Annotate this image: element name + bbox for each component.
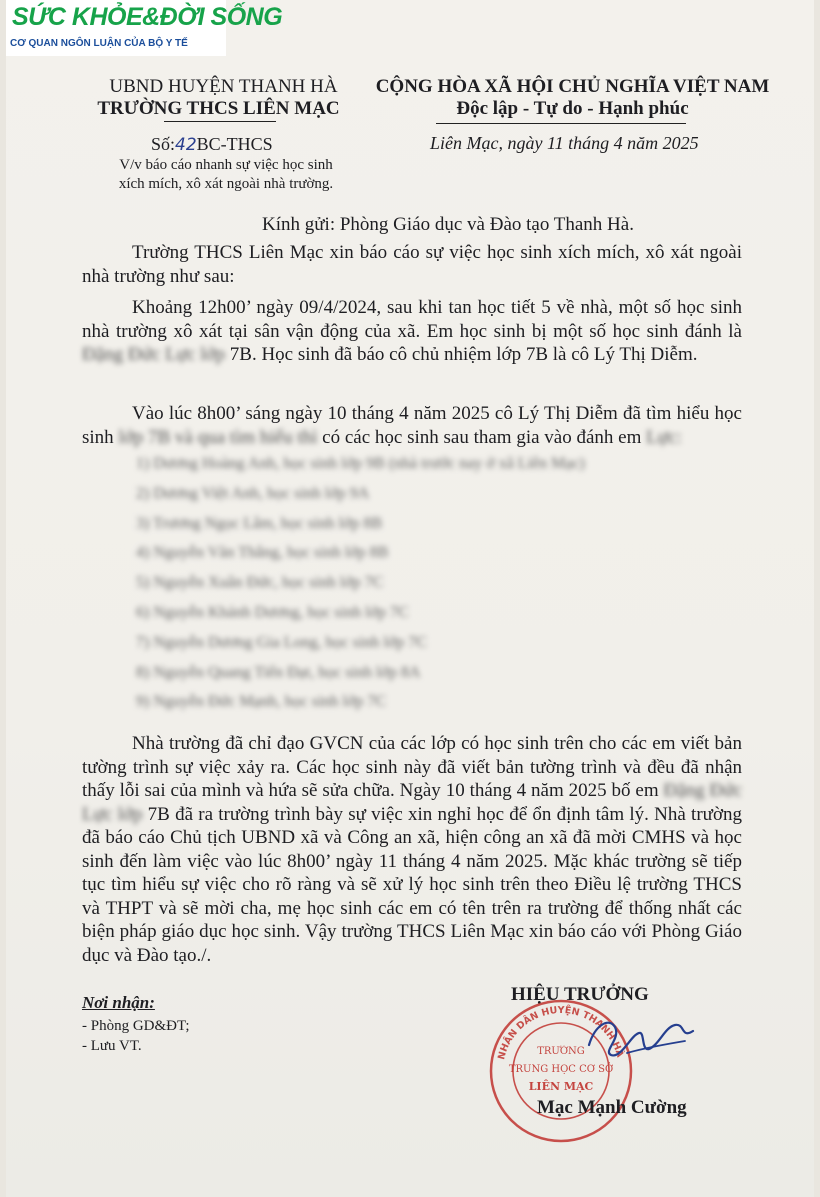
document-number xyxy=(151,134,273,155)
date-line: Liên Mạc, ngày 11 tháng 4 năm 2025 xyxy=(430,133,699,153)
svg-text:TRƯỜNG: TRƯỜNG xyxy=(537,1046,585,1057)
list-item: 5) Nguyễn Xuân Đức, học sinh lớp 7C xyxy=(136,574,384,592)
p1-text xyxy=(82,296,742,367)
recipient-item: - Phòng GD&ĐT; xyxy=(82,1018,190,1034)
subject-line-2: xích mích, xô xát ngoài nhà trường. xyxy=(118,176,334,192)
svg-text:TRUNG HỌC CƠ SỞ: TRUNG HỌC CƠ SỞ xyxy=(508,1064,614,1075)
logo-brand: SỨC KHỎE&ĐỜI SỐNG xyxy=(12,3,283,31)
document-page xyxy=(6,0,814,1197)
p2-part-b: có các học sinh sau tham gia vào đánh em xyxy=(322,426,642,448)
org-school: TRƯỜNG THCS LIÊN MẠC xyxy=(97,98,340,119)
recipients-title: Nơi nhận: xyxy=(82,993,155,1012)
watermark-logo xyxy=(6,0,283,56)
list-item: 2) Dương Việt Anh, học sinh lớp 9A xyxy=(136,484,370,502)
doc-number-prefix: Số: xyxy=(151,134,176,154)
p1-part-b: 7B. Học sinh đã báo cô chủ nhiệm lớp 7B là cô Lý Thị Diễm. xyxy=(229,344,698,365)
list-item: 3) Trương Ngọc Lâm, học sinh lớp 8B xyxy=(136,514,383,532)
svg-text:NHÂN DÂN HUYỆN THANH HÀ: NHÂN DÂN HUYỆN THANH HÀ xyxy=(496,1004,626,1061)
list-item: 8) Nguyễn Quang Tiến Đạt, học sinh lớp 8A xyxy=(136,663,421,681)
national-motto: Độc lập - Tự do - Hạnh phúc xyxy=(456,98,689,119)
org-underline xyxy=(164,121,276,122)
national-title: CỘNG HÒA XÃ HỘI CHỦ NGHĨA VIỆT NAM xyxy=(375,76,770,97)
logo-tagline: CƠ QUAN NGÔN LUẬN CỦA BỘ Y TẾ xyxy=(10,38,188,49)
p3-text xyxy=(82,732,742,967)
intro-text: Trường THCS Liên Mạc xin báo cáo sự việc học sinh xích mích, xô xát ngoài nhà trường như sau: xyxy=(82,242,742,287)
p2-redacted: lớp 7B và qua tìm hiểu thì xyxy=(118,426,318,448)
doc-number-suffix: BC-THCS xyxy=(196,134,273,154)
paragraph-3 xyxy=(82,732,742,967)
list-item: 1) Dương Hoàng Anh, học sinh lớp 9B (nhà trước nay ở xã Liên Mạc) xyxy=(136,455,585,472)
list-item: 7) Nguyễn Dương Gia Long, học sinh lớp 7C xyxy=(136,633,427,651)
doc-number-handwritten: 42 xyxy=(175,135,197,155)
p2-redacted-name: Lực: xyxy=(646,426,682,448)
paragraph-2 xyxy=(82,402,742,449)
signer-title: HIỆU TRƯỞNG xyxy=(511,984,649,1005)
p3-part-b: 7B đã ra trường trình bày sự việc xin nghỉ học để ổn định tâm lý. Nhà trường đã báo cáo Chủ tịch UBND xã và Công an xã, hiện công an xã đã mời CMHS và học sinh đến làm việc vào lúc 8h00’ ngày 11 tháng 4 năm 2025. Mặc khác trường sẽ tiếp tục tìm hiểu sự việc cho rõ ràng và sẽ xử lý học sinh trên theo Điều lệ trường THCS và THPT và sẽ mời cha, mẹ học sinh các em có tên trên ra trường để thống nhất các biện pháp giáo dục học sinh. Vậy trường THCS Liên Mạc xin báo cáo với Phòng Giáo dục và Đào tạo./. xyxy=(82,803,742,966)
paragraph-1 xyxy=(82,296,742,367)
student-list xyxy=(136,455,736,723)
motto-underline xyxy=(436,123,686,124)
list-item: 6) Nguyễn Khánh Dương, học sinh lớp 7C xyxy=(136,603,409,621)
p1-part-a: Khoảng 12h00’ ngày 09/4/2024, sau khi tan học tiết 5 về nhà, một số học sinh nhà trường xô xát tại sân vận động của xã. Em học sinh bị một số học sinh đánh là xyxy=(82,297,742,342)
signer-name: Mạc Mạnh Cường xyxy=(537,1097,687,1118)
paragraph-intro xyxy=(82,241,742,288)
salutation: Kính gửi: Phòng Giáo dục và Đào tạo Thanh Hà. xyxy=(262,214,634,235)
list-item: 4) Nguyễn Văn Thắng, học sinh lớp 8B xyxy=(136,544,389,562)
p1-redacted: Đặng Đức Lực lớp xyxy=(82,344,226,365)
p2-part-a: Vào lúc 8h00’ sáng ngày 10 tháng 4 năm 2025 cô Lý Thị Diễm đã tìm hiểu học sinh xyxy=(82,403,742,448)
handwritten-signature xyxy=(581,1005,701,1075)
svg-text:LIÊN MẠC: LIÊN MẠC xyxy=(528,1080,594,1093)
recipient-item: - Lưu VT. xyxy=(82,1038,142,1054)
p3-part-a: Nhà trường đã chỉ đạo GVCN của các lớp có học sinh trên cho các em viết bản tường trình sự việc xảy ra. Các học sinh này đã viết bản tường trình và đều đã nhận thấy lỗi sai của mình và hứa sẽ sửa chữa. Ngày 10 tháng 4 năm 2025 bố em xyxy=(82,733,742,801)
p3-redacted: Đặng Đức Lực lớp xyxy=(82,780,743,825)
subject-line-1: V/v báo cáo nhanh sự việc học sinh xyxy=(119,157,333,173)
list-item: 9) Nguyễn Đức Mạnh, học sinh lớp 7C xyxy=(136,693,386,711)
org-district: UBND HUYỆN THANH HÀ xyxy=(109,76,338,97)
p2-text xyxy=(82,402,742,449)
